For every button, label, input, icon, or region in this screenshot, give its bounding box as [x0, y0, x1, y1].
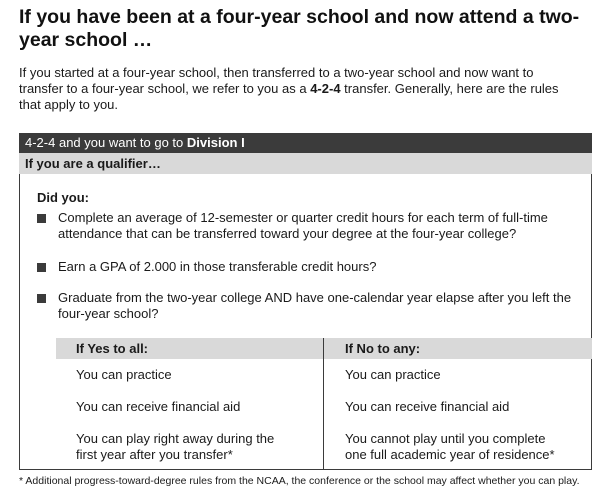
list-item-text: Graduate from the two-year college AND have one-calendar year elapse after you left the four-year school?: [58, 290, 572, 321]
list-item-text: Earn a GPA of 2.000 in those transferable credit hours?: [58, 259, 377, 274]
yes-cell: You can receive financial aid: [76, 399, 241, 414]
square-bullet-icon: [37, 294, 46, 303]
subsection-header: [19, 153, 592, 174]
section-header: [19, 133, 592, 153]
outcome-table-header: [56, 338, 592, 359]
intro-text-start: If you started at a four-year school, then transferred to a two-year school and now want to transfer to a four-year school, we refer to you as a: [19, 65, 534, 96]
subsection-label: If you are a qualifier…: [25, 156, 161, 171]
yes-cell: You can play right away during the first year after you transfer*: [76, 431, 275, 462]
column-divider: [323, 338, 324, 469]
footnote: * Additional progress-toward-degree rules from the NCAA, the conference or the school may affect whether you can play.: [19, 475, 580, 487]
section-header-division: Division I: [186, 135, 245, 150]
section-header-prefix: 4-2-4 and you want to go to: [25, 135, 187, 150]
no-cell: You can practice: [345, 367, 441, 382]
intro-term: 4-2-4: [310, 81, 341, 96]
no-column-header: If No to any:: [345, 341, 421, 356]
square-bullet-icon: [37, 263, 46, 272]
square-bullet-icon: [37, 214, 46, 223]
no-cell: You cannot play until you complete one full academic year of residence*: [345, 431, 555, 462]
no-cell: You can receive financial aid: [345, 399, 510, 414]
yes-column-header: If Yes to all:: [76, 341, 149, 356]
did-you-label: Did you:: [37, 190, 89, 205]
intro-text-end: transfer. Generally, here are the rules that apply to you.: [19, 81, 559, 112]
intro-paragraph: [19, 65, 579, 113]
yes-cell: You can practice: [76, 367, 172, 382]
table-bottom-rule: [19, 469, 592, 470]
page-title: If you have been at a four-year school and now attend a two-year school …: [19, 6, 580, 51]
list-item-text: Complete an average of 12-semester or quarter credit hours for each term of full-time attendance that can be transferred toward your degree at the four-year college?: [58, 210, 548, 241]
